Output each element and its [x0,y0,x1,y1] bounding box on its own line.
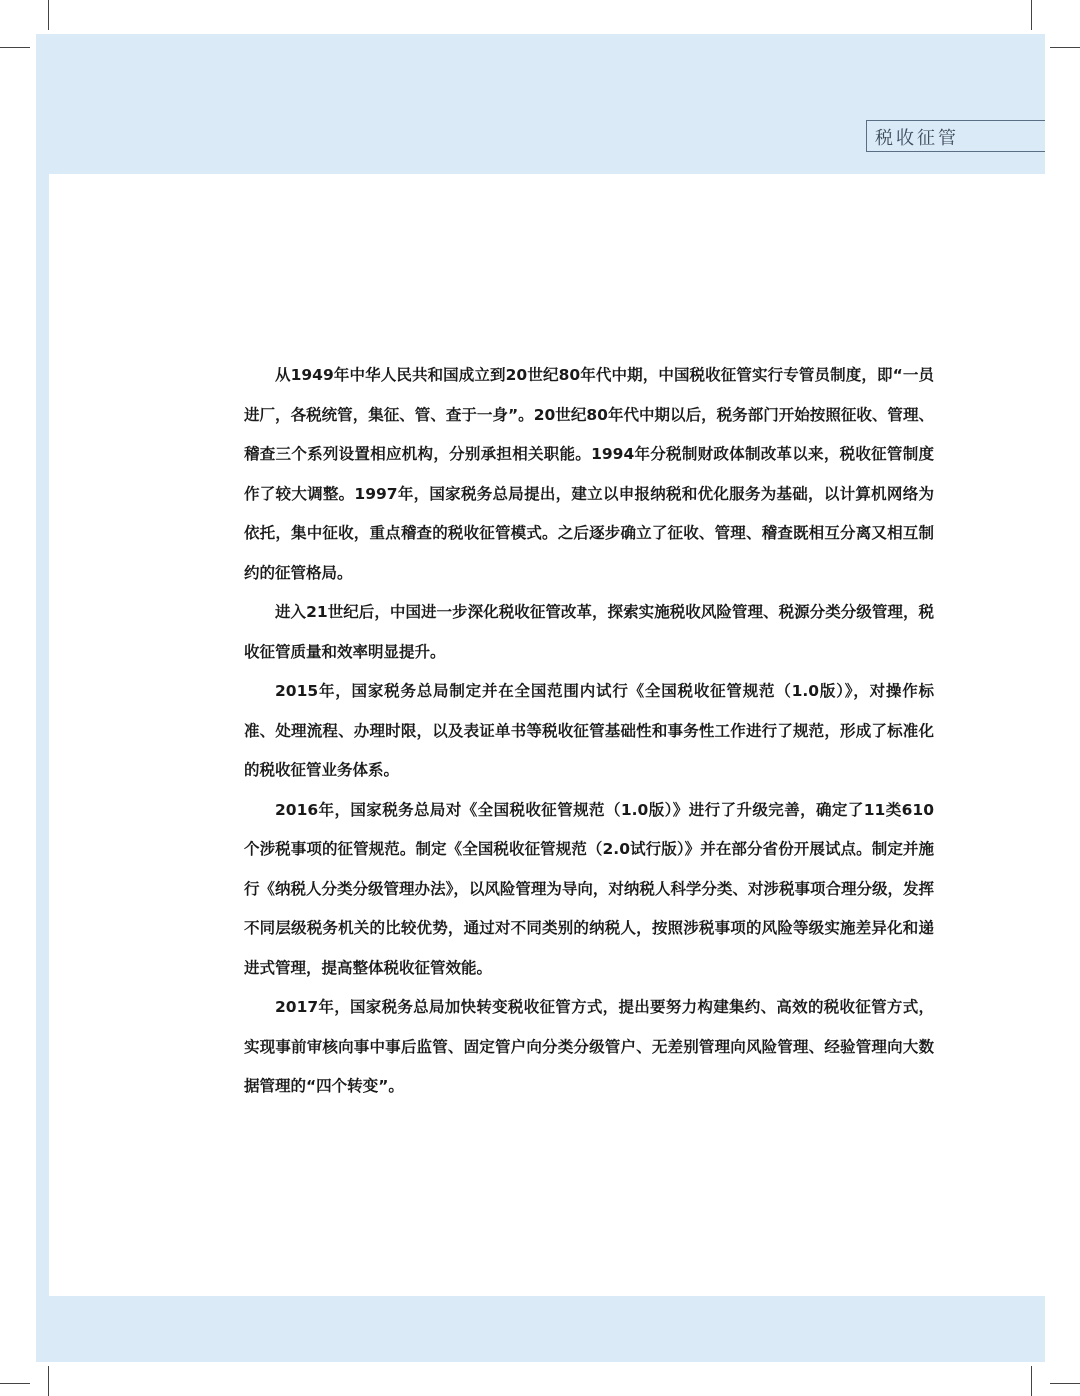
crop-mark [1050,1383,1080,1384]
paragraph: 进入21世纪后，中国进一步深化税收征管改革，探索实施税收风险管理、税源分类分级管理，税收征管质量和效率明显提升。 [244,603,934,661]
crop-mark [1050,47,1080,48]
paragraph: 2017年，国家税务总局加快转变税收征管方式，提出要努力构建集约、高效的税收征管方式，实现事前审核向事中事后监管、固定管户向分类分级管户、无差别管理向风险管理、经验管理向大数据管理的“四个转变”。 [244,998,934,1095]
crop-mark [0,1383,30,1384]
paragraph: 2016年，国家税务总局对《全国税收征管规范（1.0版）》进行了升级完善，确定了11类610个涉税事项的征管规范。制定《全国税收征管规范（2.0试行版）》并在部分省份开展试点。制定并施行《纳税人分类分级管理办法》，以风险管理为导向，对纳税人科学分类、对涉税事项合理分级，发挥不同层级税务机关的比较优势，通过对不同类别的纳税人，按照涉税事项的风险等级实施差异化和递进式管理，提高整体税收征管效能。 [244,800,934,977]
crop-mark [48,1366,49,1396]
section-header-tag [866,120,1045,152]
body-text [244,356,934,1107]
crop-mark [1031,1366,1032,1396]
paragraph: 2015年，国家税务总局制定并在全国范围内试行《全国税收征管规范（1.0版）》，对操作标准、处理流程、办理时限，以及表证单书等税收征管基础性和事务性工作进行了规范，形成了标准化的税收征管业务体系。 [244,682,934,779]
crop-mark [0,47,30,48]
section-label: 税收征管 [875,128,959,149]
crop-mark [1031,0,1032,30]
crop-mark [48,0,49,30]
paragraph: 从1949年中华人民共和国成立到20世纪80年代中期，中国税收征管实行专管员制度，即“一员进厂，各税统管，集征、管、查于一身”。20世纪80年代中期以后，税务部门开始按照征收、管理、稽查三个系列设置相应机构，分别承担相关职能。1994年分税制财政体制改革以来，税收征管制度作了较大调整。1997年，国家税务总局提出，建立以申报纳税和优化服务为基础，以计算机网络为依托，集中征收，重点稽查的税收征管模式。之后逐步确立了征收、管理、稽查既相互分离又相互制约的征管格局。 [244,366,934,582]
